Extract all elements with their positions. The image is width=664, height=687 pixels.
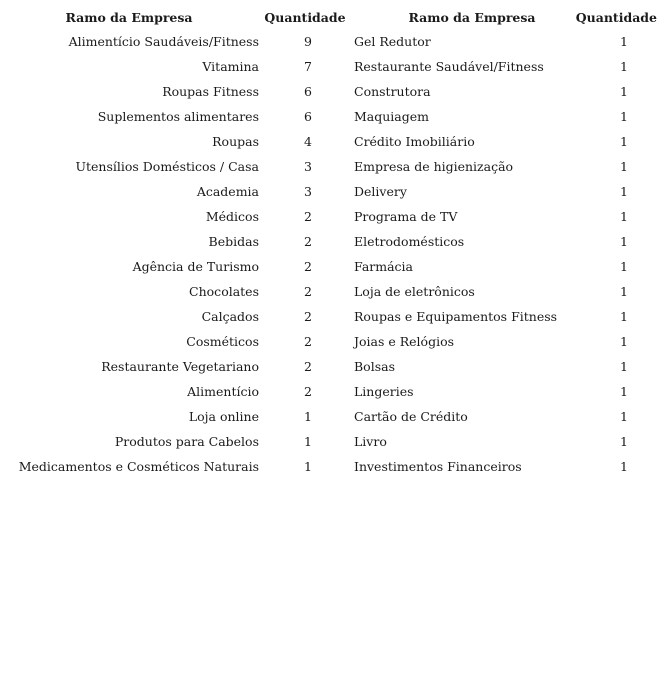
sector-name-left: Bebidas: [208, 234, 259, 249]
quantity-left: 2: [304, 309, 312, 324]
quantity-right: 1: [620, 234, 628, 249]
sector-name-right: Crédito Imobiliário: [354, 134, 475, 149]
sector-name-left: Restaurante Vegetariano: [101, 359, 259, 374]
sector-name-right: Construtora: [354, 84, 431, 99]
quantity-right: 1: [620, 384, 628, 399]
table-row: [2, 404, 660, 429]
quantity-left: 2: [304, 334, 312, 349]
quantity-right: 1: [620, 59, 628, 74]
quantity-left: 1: [304, 409, 312, 424]
table-row: [2, 154, 660, 179]
table-row: [2, 129, 660, 154]
sector-name-left: Alimentício Saudáveis/Fitness: [68, 34, 259, 49]
sector-name-left: Suplementos alimentares: [97, 109, 259, 124]
quantity-left: 4: [304, 134, 312, 149]
quantity-right: 1: [620, 309, 628, 324]
sector-name-left: Médicos: [205, 209, 259, 224]
quantity-left: 2: [304, 234, 312, 249]
sector-name-right: Cartão de Crédito: [354, 409, 468, 424]
table-row: [2, 179, 660, 204]
quantity-right: 1: [620, 359, 628, 374]
quantity-left: 1: [304, 434, 312, 449]
table-row: [2, 104, 660, 129]
sector-name-right: Programa de TV: [354, 209, 458, 224]
header-row: [2, 5, 660, 29]
table-row: [2, 279, 660, 304]
sector-name-left: Produtos para Cabelos: [114, 434, 259, 449]
quantity-right: 1: [620, 159, 628, 174]
sector-name-right: Gel Redutor: [354, 34, 431, 49]
quantity-left: 9: [304, 34, 312, 49]
sector-name-right: Lingeries: [354, 384, 414, 399]
sector-name-left: Calçados: [201, 309, 259, 324]
quantity-right: 1: [620, 434, 628, 449]
sector-name-left: Utensílios Domésticos / Casa: [75, 159, 259, 174]
sector-name-right: Bolsas: [354, 359, 395, 374]
quantity-right: 1: [620, 259, 628, 274]
quantity-left: 3: [304, 159, 312, 174]
table-row: [2, 329, 660, 354]
header-sector-right: Ramo da Empresa: [408, 9, 536, 25]
table-body: [2, 29, 660, 479]
business-sector-table: [2, 5, 660, 479]
table-row: [2, 379, 660, 404]
quantity-right: 1: [620, 409, 628, 424]
header-sector-left: Ramo da Empresa: [65, 9, 193, 25]
quantity-left: 2: [304, 259, 312, 274]
table-row: [2, 29, 660, 54]
sector-name-right: Farmácia: [354, 259, 414, 274]
table-row: [2, 454, 660, 479]
quantity-right: 1: [620, 109, 628, 124]
quantity-left: 6: [304, 84, 312, 99]
quantity-left: 1: [304, 459, 312, 474]
quantity-left: 2: [304, 359, 312, 374]
quantity-right: 1: [620, 334, 628, 349]
table-row: [2, 204, 660, 229]
header-quantity-right: Quantidade: [575, 9, 657, 25]
quantity-left: 2: [304, 384, 312, 399]
sector-name-right: Empresa de higienização: [354, 159, 514, 174]
quantity-left: 2: [304, 284, 312, 299]
sector-name-right: Eletrodomésticos: [354, 234, 465, 249]
sector-name-right: Joias e Relógios: [354, 334, 455, 349]
sector-name-right: Livro: [354, 434, 387, 449]
quantity-right: 1: [620, 284, 628, 299]
quantity-right: 1: [620, 34, 628, 49]
quantity-left: 2: [304, 209, 312, 224]
sector-name-left: Medicamentos e Cosméticos Naturais: [18, 459, 259, 474]
table-row: [2, 229, 660, 254]
sector-name-left: Agência de Turismo: [132, 259, 259, 274]
quantity-left: 3: [304, 184, 312, 199]
sector-name-left: Loja online: [188, 409, 259, 424]
sector-name-right: Maquiagem: [354, 109, 430, 124]
table-row: [2, 79, 660, 104]
sector-name-left: Roupas: [212, 134, 259, 149]
sector-name-right: Roupas e Equipamentos Fitness: [354, 309, 558, 324]
sector-name-left: Chocolates: [189, 284, 259, 299]
quantity-right: 1: [620, 184, 628, 199]
quantity-left: 6: [304, 109, 312, 124]
quantity-left: 7: [304, 59, 312, 74]
sector-name-left: Academia: [196, 184, 259, 199]
table-row: [2, 254, 660, 279]
table-row: [2, 54, 660, 79]
table-row: [2, 304, 660, 329]
sector-name-right: Loja de eletrônicos: [354, 284, 475, 299]
table-row: [2, 354, 660, 379]
sector-name-left: Cosméticos: [186, 334, 259, 349]
sector-name-left: Roupas Fitness: [162, 84, 259, 99]
table-header: [2, 5, 660, 29]
quantity-right: 1: [620, 134, 628, 149]
sector-name-right: Investimentos Financeiros: [354, 459, 522, 474]
sector-name-left: Vitamina: [202, 59, 259, 74]
table-row: [2, 429, 660, 454]
sector-name-right: Restaurante Saudável/Fitness: [354, 59, 544, 74]
quantity-right: 1: [620, 209, 628, 224]
quantity-right: 1: [620, 84, 628, 99]
sector-name-left: Alimentício: [187, 384, 259, 399]
sector-name-right: Delivery: [354, 184, 407, 199]
header-quantity-left: Quantidade: [264, 9, 346, 25]
quantity-right: 1: [620, 459, 628, 474]
